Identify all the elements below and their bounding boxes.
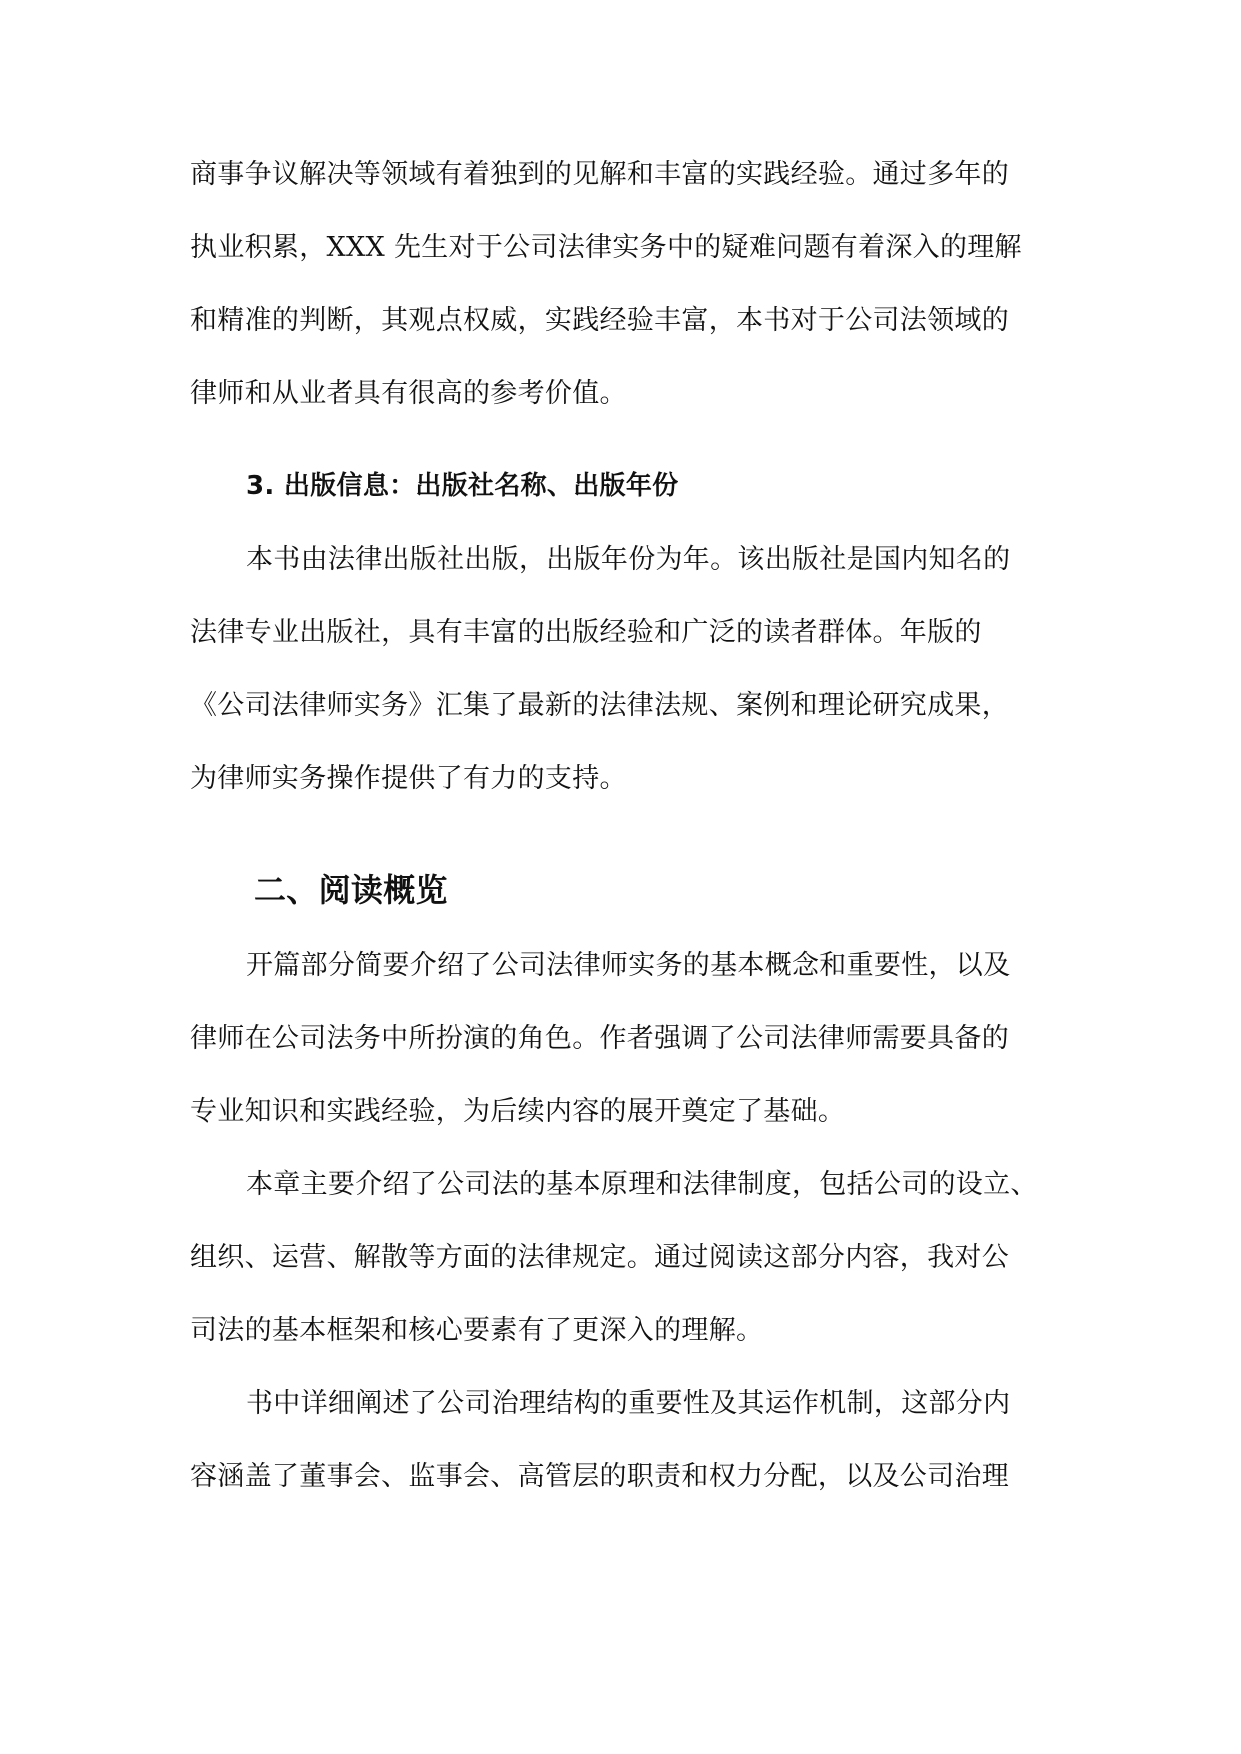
intro-paragraph (190, 138, 1054, 430)
text-line: 为律师实务操作提供了有力的支持。 (190, 763, 627, 794)
text-line: 本章主要介绍了公司法的基本原理和法律制度，包括公司的设立、 (246, 1169, 1038, 1200)
text-line: 商事争议解决等领域有着独到的见解和丰富的实践经验。通过多年的 (190, 159, 1009, 190)
text-line: 专业知识和实践经验，为后续内容的展开奠定了基础。 (190, 1096, 846, 1127)
text-line: 和精准的判断，其观点权威，实践经验丰富，本书对于公司法领域的 (190, 305, 1009, 336)
text-line: 容涵盖了董事会、监事会、高管层的职责和权力分配，以及公司治理 (190, 1461, 1009, 1492)
publication-info-heading: 3. 出版信息：出版社名称、出版年份 (246, 471, 679, 501)
reading-overview-heading: 二、阅读概览 (254, 871, 448, 909)
overview-paragraph (190, 929, 1054, 1148)
text-line: 执业积累，XXX 先生对于公司法律实务中的疑难问题有着深入的理解 (190, 232, 1022, 263)
text-line: 书中详细阐述了公司治理结构的重要性及其运作机制，这部分内 (246, 1388, 1011, 1419)
spacer (190, 815, 1054, 851)
text-line: 《公司法律师实务》汇集了最新的法律法规、案例和理论研究成果， (190, 690, 1009, 721)
page-content (190, 138, 1054, 1513)
text-line: 律师和从业者具有很高的参考价值。 (190, 378, 627, 409)
text-line: 组织、运营、解散等方面的法律规定。通过阅读这部分内容，我对公 (190, 1242, 1009, 1273)
overview-paragraph (190, 1148, 1054, 1367)
text-line: 司法的基本框架和核心要素有了更深入的理解。 (190, 1315, 764, 1346)
spacer (190, 430, 1054, 450)
text-line: 本书由法律出版社出版，出版年份为年。该出版社是国内知名的 (246, 544, 1011, 575)
overview-paragraph (190, 1367, 1054, 1513)
text-line: 开篇部分简要介绍了公司法律师实务的基本概念和重要性，以及 (246, 950, 1011, 981)
text-line: 律师在公司法务中所扮演的角色。作者强调了公司法律师需要具备的 (190, 1023, 1009, 1054)
text-line: 法律专业出版社，具有丰富的出版经验和广泛的读者群体。年版的 (190, 617, 982, 648)
publication-info-paragraph (190, 523, 1054, 815)
